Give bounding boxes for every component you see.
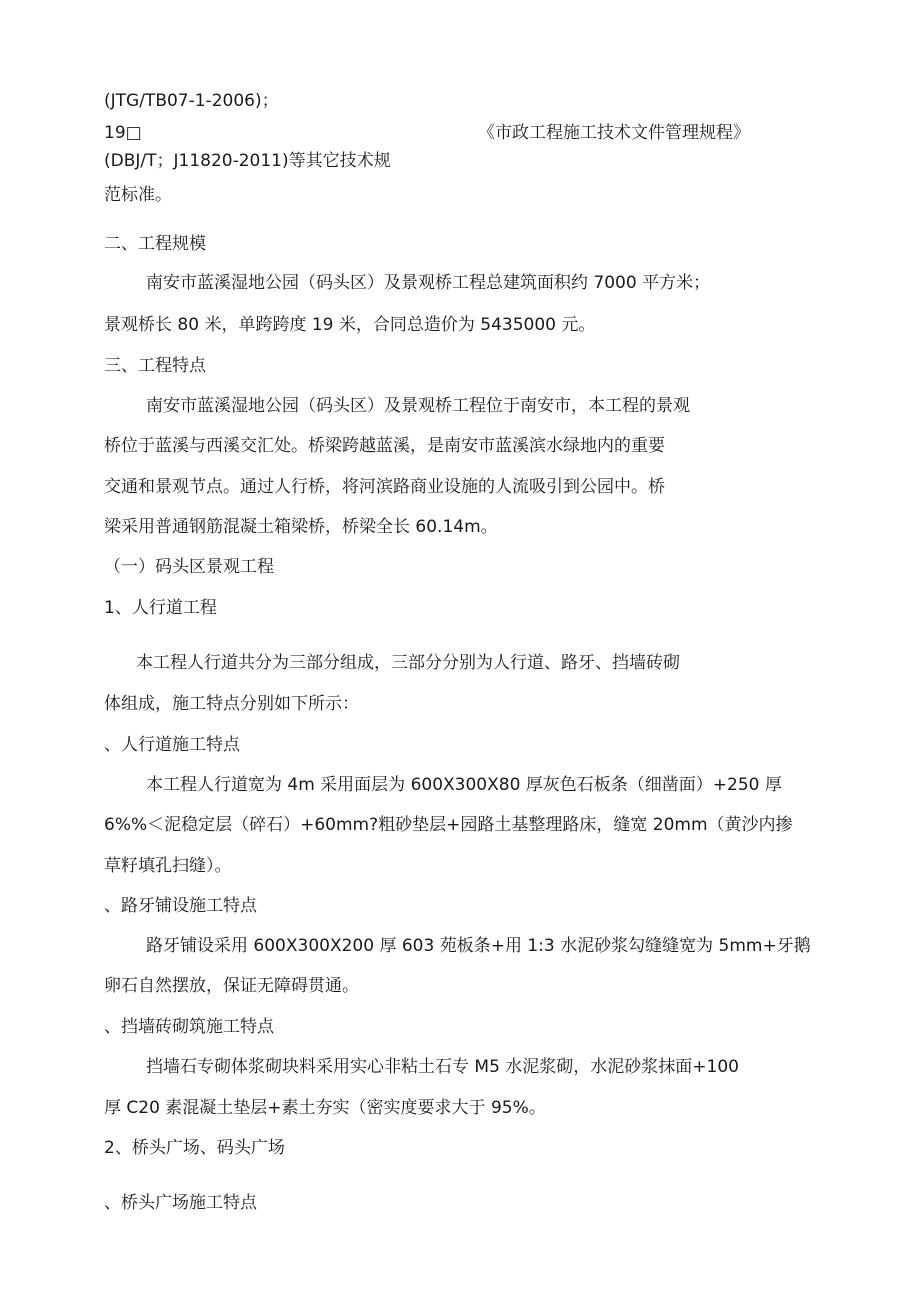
text-line: 桥位于蓝溪与西溪交汇处。桥梁跨越蓝溪，是南安市蓝溪滨水绿地内的重要 — [104, 436, 665, 456]
text-line: (DBJ/T；J11820-2011)等其它技术规 — [104, 151, 391, 171]
text-line: 挡墙石专砌体浆砌块料采用实心非粘土石专 M5 水泥浆砌，水泥砂浆抹面+100 — [146, 1057, 739, 1077]
text-line: 南安市蓝溪湿地公园（码头区）及景观桥工程总建筑面积约 7000 平方米； — [146, 273, 711, 293]
subsection-heading: 、人行道施工特点 — [104, 735, 240, 755]
text-line: 19□ — [104, 123, 142, 143]
subsection-heading: （一）码头区景观工程 — [104, 557, 274, 577]
text-line: 体组成，施工特点分别如下所示： — [104, 694, 359, 714]
text-line: 本工程人行道共分为三部分组成，三部分分别为人行道、路牙、挡墙砖砌 — [136, 653, 680, 673]
text-line: 交通和景观节点。通过人行桥，将河滨路商业设施的人流吸引到公园中。桥 — [104, 477, 665, 497]
text-line: 厚 C20 素混凝土垫层+素土夯实（密实度要求大于 95%。 — [104, 1098, 546, 1118]
text-line: 本工程人行道宽为 4m 采用面层为 600X300X80 厚灰色石板条（细凿面）+250 厚 — [146, 775, 782, 795]
subsection-heading: 1、人行道工程 — [104, 598, 217, 618]
text-line: 梁采用普通钢筋混凝土箱梁桥，桥梁全长 60.14m。 — [104, 517, 498, 537]
text-line: 卵石自然摆放，保证无障碍贯通。 — [104, 976, 359, 996]
text-line: 6%%＜泥稳定层（碎石）+60mm?粗砂垫层+园路土基整理路床，缝宽 20mm（黄沙内掺 — [104, 815, 793, 835]
text-line: 景观桥长 80 米，单跨跨度 19 米，合同总造价为 5435000 元。 — [104, 315, 596, 335]
section-heading: 二、工程规模 — [104, 234, 206, 254]
text-line: 《市政工程施工技术文件管理规程》 — [478, 123, 750, 143]
subsection-heading: 、桥头广场施工特点 — [104, 1193, 257, 1213]
text-line: (JTG/TB07-1-2006)； — [104, 91, 279, 111]
subsection-heading: 、挡墙砖砌筑施工特点 — [104, 1017, 274, 1037]
subsection-heading: 2、桥头广场、码头广场 — [104, 1138, 285, 1158]
text-line: 范标准。 — [104, 185, 172, 205]
text-line: 南安市蓝溪湿地公园（码头区）及景观桥工程位于南安市，本工程的景观 — [146, 396, 690, 416]
subsection-heading: 、路牙铺设施工特点 — [104, 896, 257, 916]
text-line: 路牙铺设采用 600X300X200 厚 603 苑板条+用 1:3 水泥砂浆勾缝缝宽为 5mm+牙鹅 — [146, 936, 811, 956]
section-heading: 三、工程特点 — [104, 356, 206, 376]
text-line: 草籽填孔扫缝）。 — [104, 856, 232, 876]
